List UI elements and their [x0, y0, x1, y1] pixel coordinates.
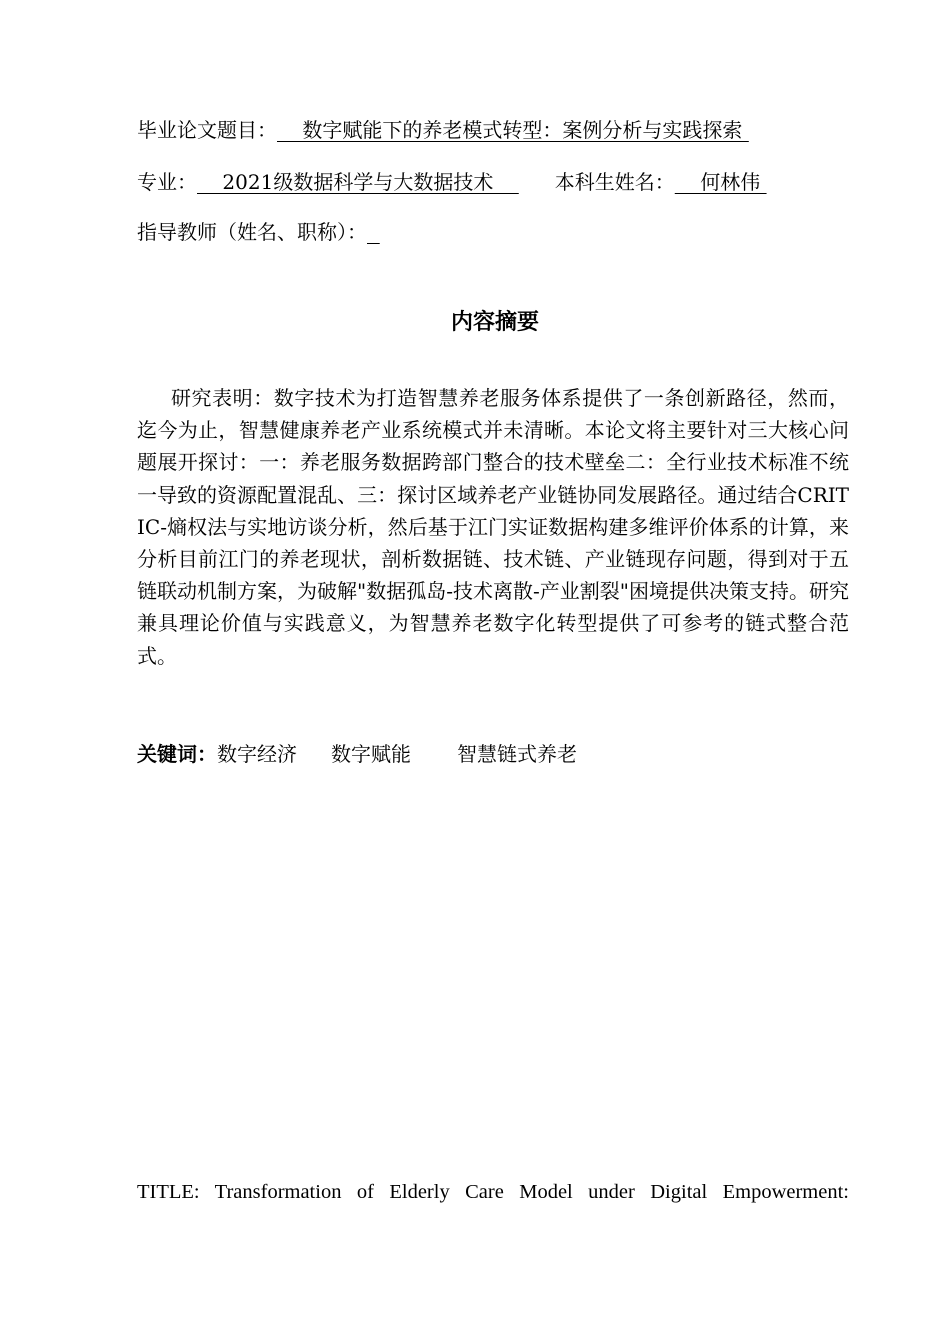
english-title-line: TITLE: Transformation of Elderly Care Model under Digital Empowerment: — [137, 1181, 849, 1203]
advisor-label: 指导教师（姓名、职称）： — [137, 220, 367, 244]
keywords-label: 关键词： — [137, 742, 217, 766]
major-value: 2021级数据科学与大数据技术 — [197, 170, 519, 194]
abstract-body: 研究表明：数字技术为打造智慧养老服务体系提供了一条创新路径，然而，迄今为止，智慧健康养老产业系统模式并未清晰。本论文将主要针对三大核心问题展开探讨：一：养老服务数据跨部门整合的技术壁垒二：全行业技术标准不统一导致的资源配置混乱、三：探讨区域养老产业链协同发展路径。通过结合CRITIC-熵权法与实地访谈分析，然后基于江门实证数据构建多维评价体系的计算，来分析目前江门的养老现状，剖析数据链、技术链、产业链现存问题，得到对于五链联动机制方案，为破解"数据孤岛-技术离散-产业割裂"困境提供决策支持。研究兼具理论价值与实践意义，为智慧养老数字化转型提供了可参考的链式整合范式。 — [137, 386, 849, 668]
abstract-heading: 内容摘要 — [450, 310, 539, 335]
thesis-title-label: 毕业论文题目： — [137, 118, 277, 142]
keyword-item: 数字赋能 — [331, 742, 411, 766]
advisor-value — [367, 220, 380, 244]
student-name-value: 何林伟 — [674, 170, 767, 194]
thesis-title-row — [137, 116, 749, 144]
keywords-row — [137, 740, 577, 768]
major-label: 专业： — [137, 170, 197, 194]
keyword-item: 数字经济 — [217, 742, 297, 766]
thesis-title-value: 数字赋能下的养老模式转型：案例分析与实践探索 — [277, 118, 749, 142]
student-name-label: 本科生姓名： — [554, 170, 675, 194]
advisor-row — [137, 218, 380, 246]
major-row — [137, 168, 767, 196]
keyword-item: 智慧链式养老 — [457, 742, 577, 766]
